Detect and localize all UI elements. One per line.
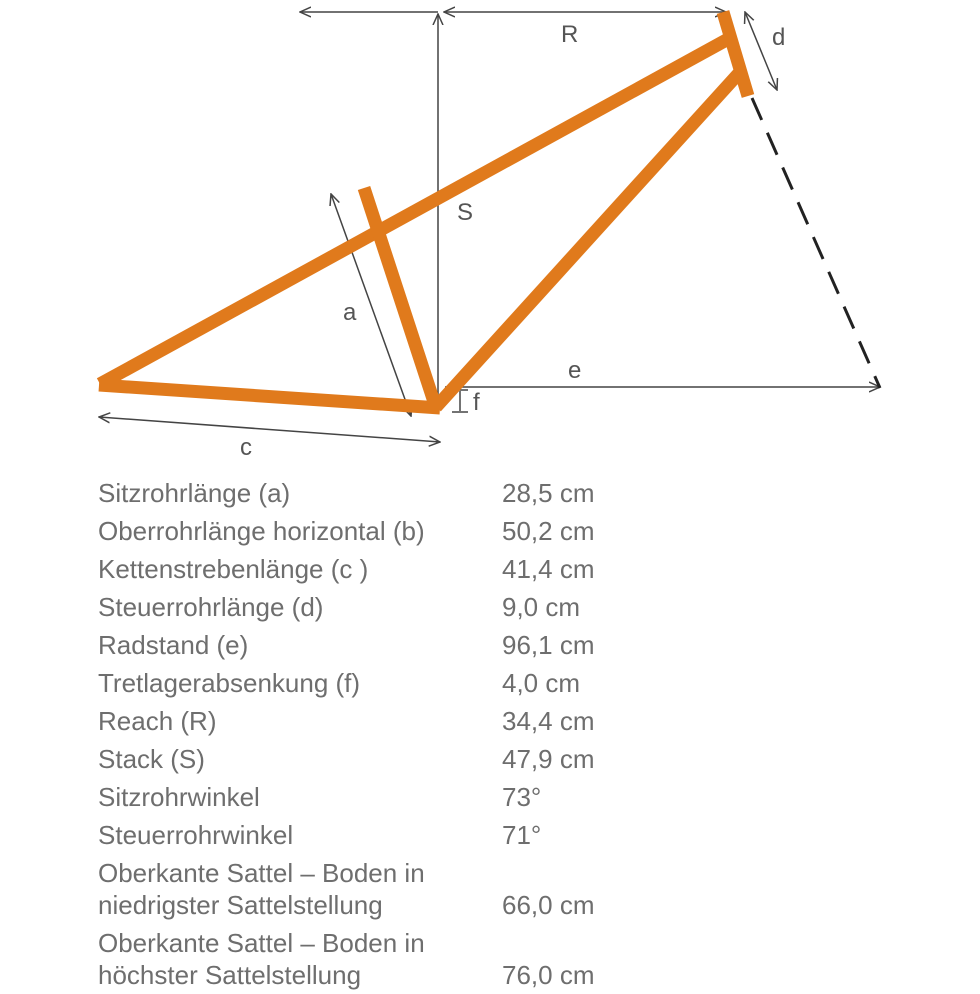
label-e: e	[568, 357, 582, 384]
spec-label: Oberkante Sattel – Boden in niedrigster Sattelstellung	[98, 858, 425, 920]
spec-value: 71°	[502, 820, 542, 850]
label-R: R	[561, 21, 579, 48]
spec-row	[98, 778, 718, 816]
label-a: a	[343, 299, 357, 326]
bike-frame-diagram	[0, 0, 980, 460]
spec-value: 9,0 cm	[502, 592, 581, 622]
spec-value: 47,9 cm	[502, 744, 595, 774]
spec-value: 4,0 cm	[502, 668, 581, 698]
geometry-spec-table	[98, 474, 718, 994]
chain-stay	[99, 385, 440, 408]
spec-label: Reach (R)	[98, 706, 217, 736]
chainstay-dimension-line	[99, 417, 440, 442]
spec-value: 96,1 cm	[502, 630, 595, 660]
spec-label: Steuerrohrlänge (d)	[98, 592, 324, 622]
spec-label: Tretlagerabsenkung (f)	[98, 668, 361, 698]
spec-label: Sitzrohrwinkel	[98, 782, 260, 812]
spec-table-body	[98, 474, 718, 994]
dimension-lines	[99, 12, 880, 442]
spec-row	[98, 588, 718, 626]
label-c: c	[240, 434, 252, 460]
spec-row	[98, 816, 718, 854]
bike-frame	[99, 12, 748, 408]
spec-value: 73°	[502, 782, 542, 812]
spec-row	[98, 626, 718, 664]
label-f: f	[473, 389, 480, 416]
spec-row	[98, 550, 718, 588]
spec-row	[98, 702, 718, 740]
spec-value: 34,4 cm	[502, 706, 595, 736]
spec-label: Kettenstrebenlänge (c )	[98, 554, 369, 584]
spec-row	[98, 740, 718, 778]
spec-label: Radstand (e)	[98, 630, 249, 660]
spec-row	[98, 854, 718, 924]
spec-label: Steuerrohrwinkel	[98, 820, 294, 850]
spec-label: Oberkante Sattel – Boden in höchster Sattelstellung	[98, 928, 425, 990]
spec-row	[98, 474, 718, 512]
label-S: S	[457, 199, 474, 226]
spec-label: Sitzrohrlänge (a)	[98, 478, 291, 508]
spec-row	[98, 664, 718, 702]
fork-dashed-line	[752, 98, 880, 388]
spec-label: Stack (S)	[98, 744, 205, 774]
spec-value: 76,0 cm	[502, 960, 595, 990]
spec-value: 41,4 cm	[502, 554, 595, 584]
spec-value: 28,5 cm	[502, 478, 595, 508]
spec-label: Oberrohrlänge horizontal (b)	[98, 516, 425, 546]
spec-row	[98, 512, 718, 550]
spec-value: 66,0 cm	[502, 890, 595, 920]
spec-value: 50,2 cm	[502, 516, 595, 546]
label-d: d	[772, 24, 786, 51]
spec-row	[98, 924, 718, 994]
